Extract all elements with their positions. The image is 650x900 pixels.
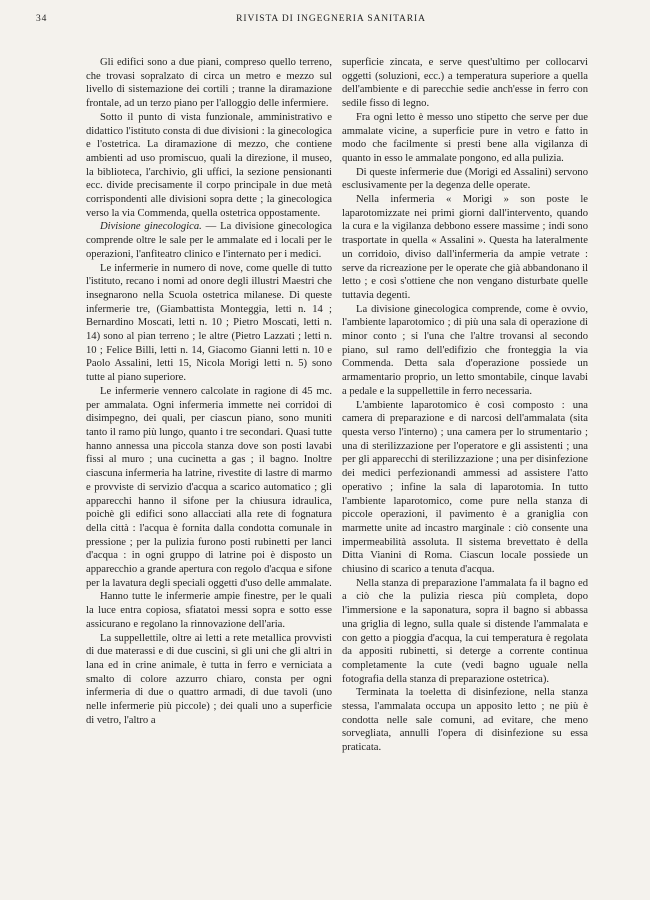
paragraph bbox=[86, 220, 332, 261]
paragraph: Gli edifici sono a due piani, compreso quello terreno, che trovasi sopralzato di circa un metro e mezzo sul livello di sistemazione dei cortili ; tranne la diramazione frontale, ad un terzo piano per l'alloggio delle infermiere. bbox=[86, 57, 332, 110]
right-column bbox=[342, 56, 588, 755]
paragraph: Nella stanza di preparazione l'ammalata fa il bagno ed a ciò che la pulizia riesca più completa, dopo l'immersione e la saponatura, sopra il bagno si abbassa una griglia di legno, sulla quale si distende l'ammalata e con getto a pioggia d'acqua, la cui temperatura è regolata da appositi rubinetti, si deterge a corrente continua completamente la cute (vedi bagno uguale nella fotografia della stanza di preparazione ostetrica). bbox=[342, 577, 588, 685]
paragraph: Nella infermeria « Morigi » son poste le laparotomizzate nei primi giorni dall'intervento, quando la cura e la vigilanza debbono essere massime ; indi sono trasportate in quella « Assalini ». Questa ha lateralmente un corridoio, diviso dall'infermeria da ampie vetrate : serve da ricreazione per le operate che già abbandonano il letto ; e così s'ottiene che non vengano disturbate quelle tuttavia degenti. bbox=[342, 194, 588, 301]
page-header bbox=[36, 14, 626, 30]
page-number: 34 bbox=[36, 14, 48, 24]
paragraph: Le infermerie in numero di nove, come quelle di tutto l'istituto, recano i nomi ad onore degli illustri Maestri che insegnarono nella Scuola ostetrica milanese. Di queste infermerie tre, (Giambattista Monteggia, letti n. 14 ; Bernardino Moscati, letti n. 10 ; Pietro Moscati, letti n. 14) sono al pian terreno ; le altre (Pietro Lazzati ; letti n. 10 ; Felice Billi, letti n. 14, Giacomo Gianni letti n. 10 e Paolo Assalini, letti 15, Nicola Morigi letti n. 5) sono tutte al piano superiore. bbox=[86, 262, 332, 384]
paragraph: Di queste infermerie due (Morigi ed Assalini) servono esclusivamente per la degenza delle operate. bbox=[342, 166, 588, 192]
paragraph: Sotto il punto di vista funzionale, amministrativo e didattico l'istituto consta di due divisioni : la ginecologica e l'ostetrica. La diramazione di mezzo, che contiene ambienti ad uso promiscuo, quali la direzione, il museo, la biblioteca, l'archivio, gli uffici, la sezione pensionanti ecc. divide precisamente il corpo principale in due metà corrispondenti alle divisioni sopra dette ; la ginecologica verso la via Commenda, quella ostetrica oppostamente. bbox=[86, 111, 332, 219]
paragraph: Le infermerie vennero calcolate in ragione di 45 mc. per ammalata. Ogni infermeria immette nei corridoi di disimpegno, dei quali, per ciascun piano, sono muniti tanto il ramo più lungo, quanto i tre secondari. Quasi tutte hanno annessa una piccola stanza dove son posti lavabi fissi al muro ; una cucinetta a gas ; il bagno. Inoltre ciascuna infermeria ha latrine, rivestite di lastre di marmo e provviste di servizio d'acqua a scarico automatico ; gli apparecchi hanno il sifone per la chiusura idraulica, poichè gli edifici sono allacciati alla rete di fognatura della città : l'acqua è fornita dalla condotta comunale in pressione ; per la pulizia furono posti rubinetti per lanci d'acqua : in ogni gruppo di latrine poi è disposto un apparecchio a grande apertura con regolo d'acqua e sifone per la lavatura degli speciali oggetti d'uso delle ammalate. bbox=[86, 385, 332, 589]
paragraph-continuation: superficie zincata, e serve quest'ultimo per collocarvi oggetti (soluzioni, ecc.) a temperatura superiore a quella dell'ambiente e di parecchie sedie anch'esse in ferro con sedile fisso di legno. bbox=[342, 57, 588, 110]
section-heading: Divisione ginecologica. bbox=[100, 221, 202, 233]
paragraph: Hanno tutte le infermerie ampie finestre, per le quali la luce entra copiosa, sfiatatoi messi sopra e sotto esse assicurano e regolano la rinnovazione dell'aria. bbox=[86, 591, 332, 630]
paragraph: La suppellettile, oltre ai letti a rete metallica provvisti di due materassi e di due cuscini, sì gli uni che gli altri in lana ed in crine animale, è tutta in ferro e verniciata a smalto di colore azzurro chiaro, consta per ogni infermeria di due o quattro armadi, di due tavoli (uno nelle infermerie più piccole) ; dei quali uno a superficie di vetro, l'altro a bbox=[86, 632, 332, 726]
paragraph: La divisione ginecologica comprende, come è ovvio, l'ambiente laparotomico ; di più una sala di operazione di minor conto ; si l'una che l'altre trovansi al secondo piano, sul ramo dell'edifizio che fronteggia la via Commenda. Detta sala d'operazione possiede un armamentario proprio, un letto smontabile, cinque lavabi a pedale e la suppellettile in ferro necessaria. bbox=[342, 303, 588, 397]
running-title: RIVISTA DI INGEGNERIA SANITARIA bbox=[236, 14, 426, 24]
paragraph: L'ambiente laparotomico è così composto : una camera di preparazione e di narcosi dell'ammalata (sita questa verso l'interno) ; una camera per lo strumentario ; una di sterilizzazione per l'operatore e gli assistenti ; una per gli apparecchi di sterilizzazione ; una per disinfezione dei medici perfezionandi ammessi ad assistere l'atto operativo ; infine la sala di laparotomia. In tutto l'ambiente laparotomico, come pure nella stanza di piccole operazioni, il pavimento è a graniglia con marmette unite ad incastro marginale : ciò consente una impermeabilità assoluta. Il sistema brevettato è della Ditta Vianini di Roma. Ciascun locale possiede un chiusino di scarico a tenuta d'acqua. bbox=[342, 399, 588, 576]
paragraph-text: — La divisione ginecologica comprende oltre le sale per le ammalate ed i locali per le operazioni, l'anfiteatro clinico e l'internato per i medici. bbox=[86, 221, 332, 260]
paragraph: Fra ogni letto è messo uno stipetto che serve per due ammalate vicine, a superficie pure in vetro e fatto in modo che facilmente si presti bene alla vigilanza di quanto in esso le ammalate pongono, ed alla pulizia. bbox=[342, 111, 588, 164]
paragraph: Terminata la toeletta di disinfezione, nella stanza stessa, l'ammalata occupa un apposito letto ; ne più è condotta nelle sale comuni, ad evitare, che meno sorvegliata, annulli l'opera di disinfezione su essa praticata. bbox=[342, 687, 588, 754]
left-column bbox=[86, 56, 332, 727]
